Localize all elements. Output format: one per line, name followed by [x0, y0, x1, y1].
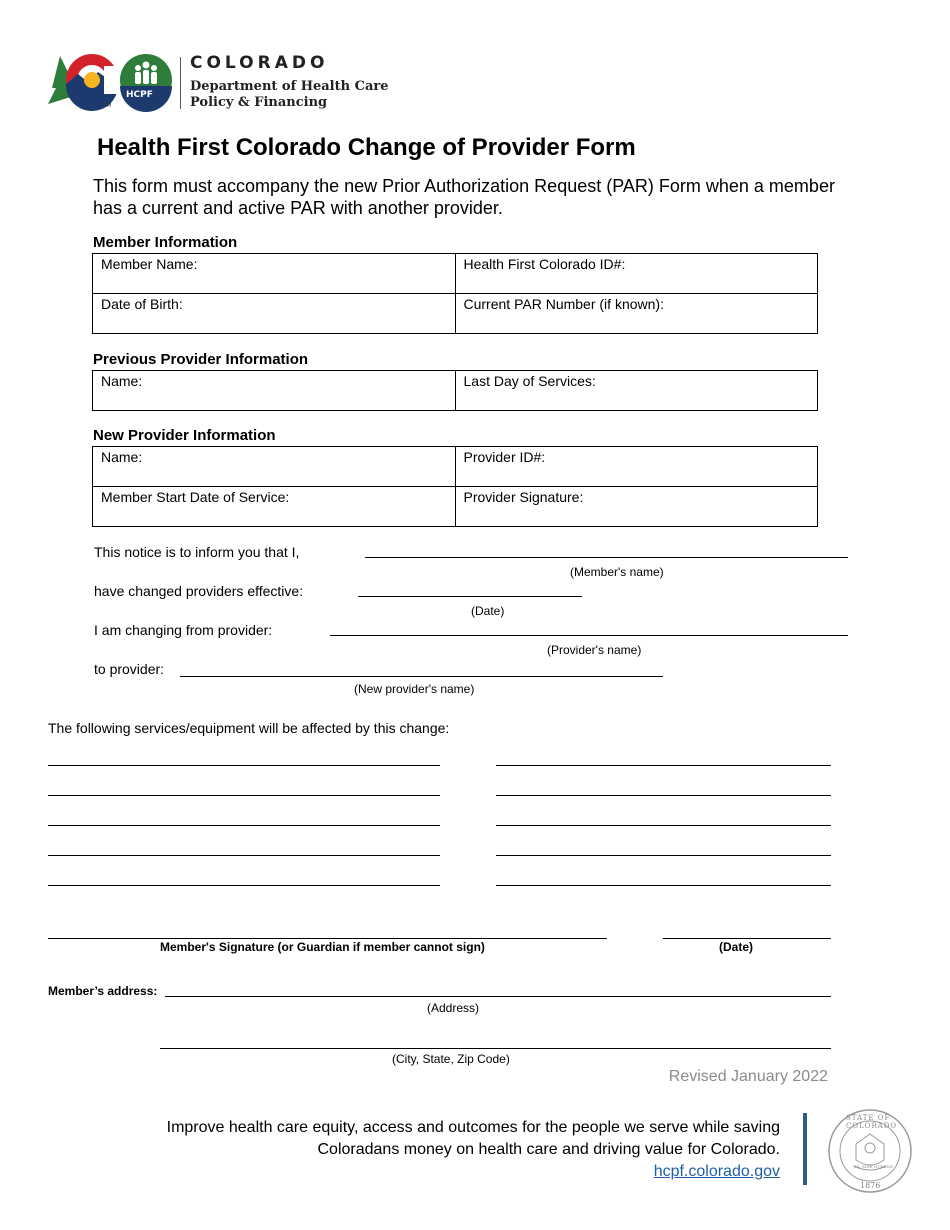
service-line[interactable] [48, 795, 440, 796]
service-line[interactable] [48, 855, 440, 856]
dept-line-2: Policy & Financing [190, 95, 328, 110]
hfc-id-field[interactable] [455, 254, 818, 294]
hcpf-website-link[interactable]: hcpf.colorado.gov [653, 1163, 780, 1180]
seal-top-text: STATE OF COLORADO [846, 1114, 898, 1130]
org-department [190, 79, 389, 111]
effective-date-blank[interactable] [358, 596, 582, 597]
address-caption: (Address) [427, 1001, 480, 1015]
page-title: Health First Colorado Change of Provider Form [97, 134, 636, 161]
seal-year-text: 1876 [860, 1181, 881, 1190]
provider-signature-field[interactable] [455, 487, 818, 527]
member-info-table [92, 253, 818, 334]
mission-line-2: Coloradans money on health care and driving value for Colorado. [317, 1141, 780, 1158]
member-signature-blank[interactable] [48, 938, 607, 939]
previous-provider-name-field[interactable] [93, 371, 456, 411]
provider-signature-label: Provider Signature: [463, 489, 584, 505]
effective-date-caption: (Date) [471, 604, 505, 618]
service-line[interactable] [496, 885, 831, 886]
service-line[interactable] [496, 825, 831, 826]
to-provider-blank[interactable] [180, 676, 663, 677]
notice-line-3: I am changing from provider: [94, 622, 273, 638]
from-provider-blank[interactable] [330, 635, 848, 636]
start-date-label: Member Start Date of Service: [101, 489, 290, 505]
notice-line-4: to provider: [94, 661, 165, 677]
service-line[interactable] [48, 885, 440, 886]
last-day-label: Last Day of Services: [463, 373, 596, 389]
notice-line-1: This notice is to inform you that I, [94, 544, 300, 560]
intro-text: This form must accompany the new Prior Authorization Request (PAR) Form when a member has a current and active PAR with another provider. [93, 176, 835, 218]
previous-provider-table [92, 370, 818, 411]
city-state-zip-caption: (City, State, Zip Code) [392, 1052, 510, 1066]
revised-date: Revised January 2022 [668, 1068, 828, 1085]
mission-statement [80, 1117, 780, 1183]
signature-date-blank[interactable] [663, 938, 831, 939]
org-name: COLORADO [190, 53, 329, 73]
service-line[interactable] [48, 765, 440, 766]
dob-label: Date of Birth: [101, 296, 183, 312]
member-info-heading: Member Information [93, 234, 238, 251]
seal-motto-text: NIL SINE NUMINE [853, 1164, 893, 1169]
state-seal [826, 1108, 914, 1198]
trademark-mark: TM [104, 103, 112, 109]
dept-line-1: Department of Health Care [190, 79, 389, 94]
member-name-caption: (Member's name) [570, 565, 664, 579]
hfc-id-label: Health First Colorado ID#: [463, 256, 626, 272]
signature-date-caption: (Date) [719, 940, 754, 954]
service-line[interactable] [496, 795, 831, 796]
member-name-label: Member Name: [101, 256, 198, 272]
new-provider-name-field[interactable] [93, 447, 456, 487]
service-line[interactable] [496, 855, 831, 856]
footer-accent-bar [803, 1113, 807, 1185]
mission-line-1: Improve health care equity, access and outcomes for the people we serve while saving [166, 1119, 780, 1136]
provider-id-field[interactable] [455, 447, 818, 487]
member-name-field[interactable] [93, 254, 456, 294]
previous-provider-heading: Previous Provider Information [93, 351, 309, 368]
notice-line-2: have changed providers effective: [94, 583, 304, 599]
new-provider-name-label: Name: [101, 449, 143, 465]
member-signature-caption: Member's Signature (or Guardian if member cannot sign) [160, 940, 485, 954]
to-provider-caption: (New provider's name) [354, 682, 475, 696]
address-blank[interactable] [165, 996, 831, 997]
service-line[interactable] [48, 825, 440, 826]
logo-divider [180, 57, 181, 109]
new-provider-heading: New Provider Information [93, 427, 276, 444]
services-heading: The following services/equipment will be affected by this change: [48, 720, 450, 736]
member-name-blank[interactable] [365, 557, 848, 558]
service-line[interactable] [496, 765, 831, 766]
dob-field[interactable] [93, 294, 456, 334]
logo-badge-text: HCPF [126, 90, 153, 100]
last-day-field[interactable] [455, 371, 818, 411]
par-number-field[interactable] [455, 294, 818, 334]
par-number-label: Current PAR Number (if known): [463, 296, 664, 312]
new-provider-table [92, 446, 818, 527]
address-label: Member’s address: [48, 984, 158, 998]
previous-provider-name-label: Name: [101, 373, 143, 389]
provider-id-label: Provider ID#: [463, 449, 546, 465]
from-provider-caption: (Provider's name) [547, 643, 642, 657]
city-state-zip-blank[interactable] [160, 1048, 831, 1049]
start-date-field[interactable] [93, 487, 456, 527]
